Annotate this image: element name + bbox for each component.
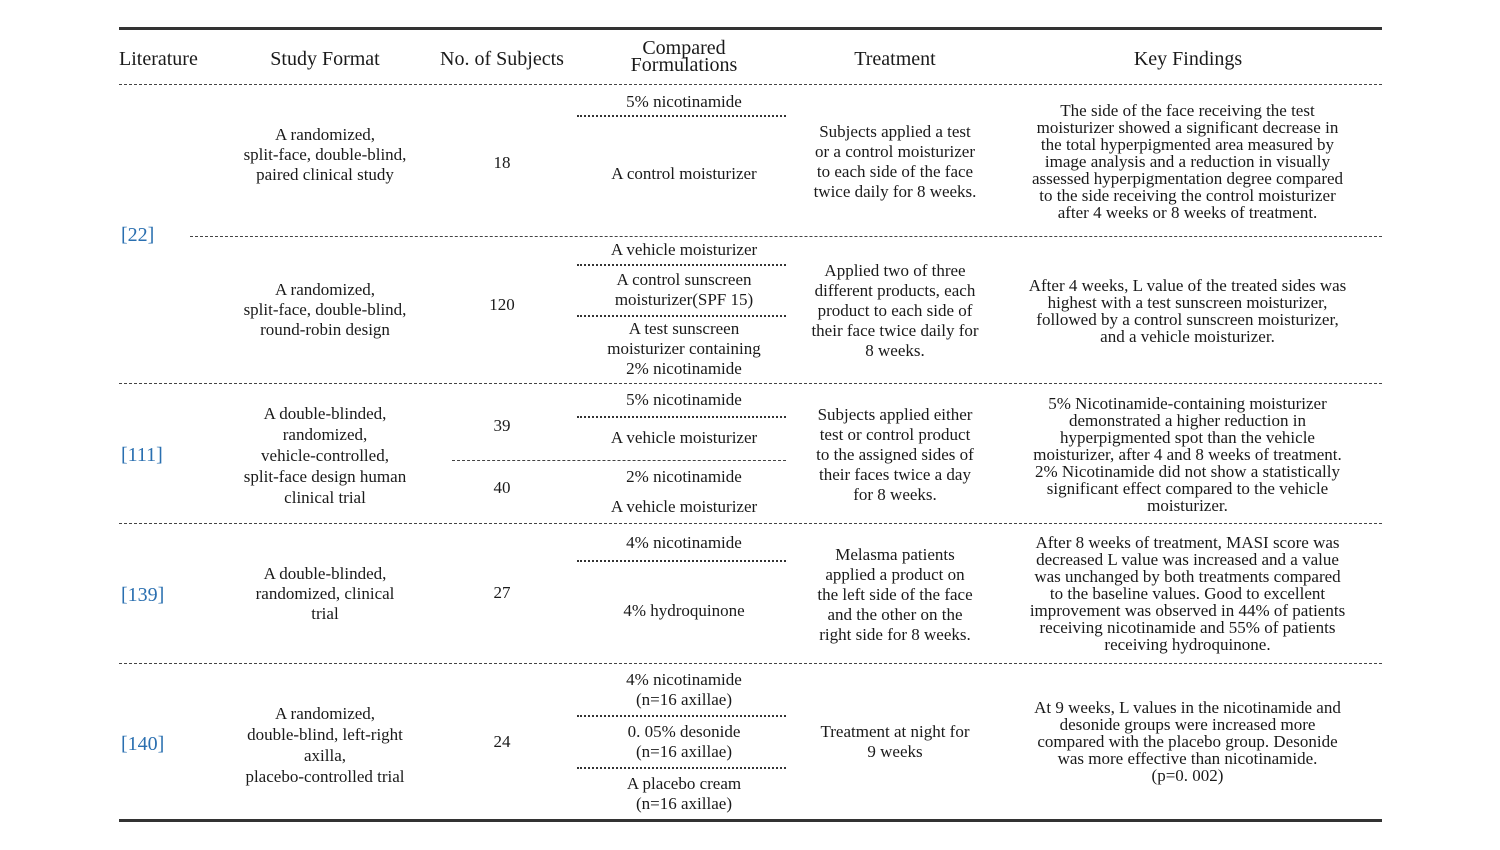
findings-line: the total hyperpigmented area measured by bbox=[1040, 135, 1335, 154]
findings-line: After 8 weeks of treatment, MASI score was bbox=[1035, 533, 1340, 552]
findings-line: image analysis and a reduction in visually bbox=[1044, 152, 1331, 171]
formulation-line: A test sunscreen bbox=[628, 319, 740, 338]
findings-line: 2% Nicotinamide did not show a statistically bbox=[1034, 462, 1340, 481]
findings-line: After 4 weeks, L value of the treated sides was bbox=[1028, 276, 1347, 295]
treatment-line: right side for 8 weeks. bbox=[819, 625, 971, 644]
findings-line: moisturizer. bbox=[1147, 496, 1228, 515]
findings-line: to the baseline values. Good to excellent bbox=[1049, 584, 1326, 603]
row-divider bbox=[119, 523, 1382, 524]
study-format-line: randomized, bbox=[282, 425, 368, 444]
treatment-line: 9 weeks bbox=[867, 742, 923, 761]
findings-line: assessed hyperpigmentation degree compared bbox=[1031, 169, 1344, 188]
formulation: A vehicle moisturizer bbox=[610, 497, 758, 516]
treatment-line: product to each side of bbox=[817, 301, 973, 320]
row-divider bbox=[119, 663, 1382, 664]
formulation-line: moisturizer containing bbox=[607, 339, 761, 358]
reference-link[interactable]: [139] bbox=[121, 584, 165, 606]
findings-line: significant effect compared to the vehicle bbox=[1046, 479, 1329, 498]
treatment-line: to each side of the face bbox=[816, 162, 974, 181]
findings-line: improvement was observed in 44% of patients bbox=[1029, 601, 1346, 620]
study-format-line: A randomized, bbox=[274, 704, 376, 723]
formulation bbox=[584, 670, 784, 710]
study-format-line: A randomized, bbox=[274, 125, 376, 144]
treatment-line: the left side of the face bbox=[817, 585, 973, 604]
findings-line: compared with the placebo group. Desonide bbox=[1037, 732, 1338, 751]
subject-count: 120 bbox=[489, 295, 515, 314]
row-111-subdivider bbox=[452, 460, 786, 461]
study-format bbox=[215, 703, 435, 787]
study-format bbox=[215, 403, 435, 508]
row-divider-22-inner bbox=[190, 236, 1382, 237]
formulation: A vehicle moisturizer bbox=[610, 428, 758, 447]
findings-line: followed by a control sunscreen moisturizer, bbox=[1036, 310, 1339, 329]
study-format bbox=[215, 280, 435, 340]
study-format bbox=[215, 564, 435, 624]
treatment bbox=[795, 545, 995, 645]
reference-link[interactable]: [111] bbox=[121, 444, 163, 466]
treatment-line: for 8 weeks. bbox=[853, 485, 937, 504]
formulation-line: (n=16 axillae) bbox=[636, 794, 732, 813]
study-format bbox=[215, 125, 435, 185]
formulation-separator bbox=[577, 767, 786, 769]
formulation-line: (n=16 axillae) bbox=[636, 690, 732, 709]
formulation bbox=[584, 774, 784, 814]
study-format-line: double-blind, left-right bbox=[247, 725, 403, 744]
table-top-rule bbox=[119, 27, 1382, 30]
formulation-separator bbox=[577, 715, 786, 717]
row-divider bbox=[119, 383, 1382, 384]
key-findings bbox=[1000, 534, 1375, 653]
formulation-line: (n=16 axillae) bbox=[636, 742, 732, 761]
study-format-line: clinical trial bbox=[284, 488, 366, 507]
study-format-line: paired clinical study bbox=[256, 165, 394, 184]
formulation-separator bbox=[577, 416, 786, 418]
header-key-findings: Key Findings bbox=[1133, 48, 1243, 70]
treatment-line: their faces twice a day bbox=[819, 465, 971, 484]
findings-line: demonstrated a higher reduction in bbox=[1069, 411, 1306, 430]
header-divider bbox=[119, 84, 1382, 85]
findings-line: 5% Nicotinamide-containing moisturizer bbox=[1048, 394, 1327, 413]
findings-line: hyperpigmented spot than the vehicle bbox=[1060, 428, 1315, 447]
treatment-line: Subjects applied a test bbox=[819, 122, 971, 141]
formulation-line: 2% nicotinamide bbox=[626, 359, 742, 378]
findings-line: moisturizer, after 4 and 8 weeks of treatment. bbox=[1033, 445, 1342, 464]
treatment-line: Treatment at night for bbox=[820, 722, 970, 741]
formulation-line: moisturizer(SPF 15) bbox=[614, 290, 754, 309]
study-format-line: axilla, bbox=[303, 746, 346, 765]
treatment-line: their face twice daily for bbox=[811, 321, 979, 340]
treatment-line: to the assigned sides of bbox=[816, 445, 974, 464]
table-bottom-rule bbox=[119, 819, 1382, 822]
findings-line: was more effective than nicotinamide. bbox=[1057, 749, 1318, 768]
treatment-line: 8 weeks. bbox=[865, 341, 925, 360]
treatment-line: Subjects applied either bbox=[817, 405, 973, 424]
study-format-line: placebo-controlled trial bbox=[245, 767, 405, 786]
findings-line: and a vehicle moisturizer. bbox=[1100, 327, 1275, 346]
formulation-separator bbox=[577, 264, 786, 266]
key-findings bbox=[1000, 699, 1375, 784]
subject-count: 27 bbox=[493, 583, 511, 602]
findings-line: The side of the face receiving the test bbox=[1060, 101, 1315, 120]
treatment-line: Melasma patients bbox=[835, 545, 955, 564]
treatment-line: test or control product bbox=[819, 425, 971, 444]
treatment-line: different products, each bbox=[814, 281, 976, 300]
subject-count: 18 bbox=[493, 153, 511, 172]
treatment-line: Applied two of three bbox=[824, 261, 966, 280]
study-format-line: A double-blinded, bbox=[263, 404, 387, 423]
findings-line: desonide groups were increased more bbox=[1059, 715, 1316, 734]
reference-link[interactable]: [140] bbox=[121, 733, 165, 755]
findings-line: moisturizer showed a significant decrease in bbox=[1036, 118, 1339, 137]
header-subjects: No. of Subjects bbox=[440, 48, 564, 70]
header-treatment: Treatment bbox=[854, 48, 936, 70]
formulation: 5% nicotinamide bbox=[626, 390, 742, 409]
subject-count: 39 bbox=[493, 416, 511, 435]
findings-line: was unchanged by both treatments compared bbox=[1034, 567, 1341, 586]
study-format-line: vehicle-controlled, bbox=[261, 446, 389, 465]
findings-line: decreased L value was increased and a value bbox=[1036, 550, 1339, 569]
study-format-line: A double-blinded, bbox=[263, 564, 387, 583]
reference-link[interactable]: [22] bbox=[121, 224, 155, 246]
study-format-line: A randomized, bbox=[274, 280, 376, 299]
formulation-line: A placebo cream bbox=[626, 774, 742, 793]
key-findings bbox=[1000, 395, 1375, 514]
formulation: A control moisturizer bbox=[611, 164, 757, 183]
treatment bbox=[795, 261, 995, 361]
treatment bbox=[795, 722, 995, 762]
study-format-line: split-face, double-blind, bbox=[243, 300, 407, 319]
treatment-line: twice daily for 8 weeks. bbox=[813, 182, 977, 201]
subject-count: 40 bbox=[493, 478, 511, 497]
formulation bbox=[584, 270, 784, 310]
study-format-line: split-face design human bbox=[243, 467, 407, 486]
findings-line: (p=0. 002) bbox=[1151, 766, 1224, 785]
findings-line: receiving nicotinamide and 55% of patients bbox=[1039, 618, 1336, 637]
findings-line: receiving hydroquinone. bbox=[1104, 635, 1271, 654]
formulation: 4% nicotinamide bbox=[626, 533, 742, 552]
formulation-separator bbox=[577, 315, 786, 317]
key-findings bbox=[1000, 277, 1375, 345]
formulation-line: 0. 05% desonide bbox=[627, 722, 741, 741]
header-study-format: Study Format bbox=[270, 48, 380, 70]
findings-line: highest with a test sunscreen moisturizer, bbox=[1047, 293, 1328, 312]
treatment bbox=[795, 122, 995, 202]
findings-line: to the side receiving the control moisturizer bbox=[1039, 186, 1336, 205]
formulation bbox=[584, 319, 784, 379]
treatment-line: applied a product on bbox=[825, 565, 965, 584]
study-format-line: split-face, double-blind, bbox=[243, 145, 407, 164]
header-literature: Literature bbox=[119, 48, 198, 70]
formulation-line: 4% nicotinamide bbox=[626, 670, 742, 689]
key-findings bbox=[1000, 102, 1375, 221]
subject-count: 24 bbox=[493, 732, 511, 751]
formulation: A vehicle moisturizer bbox=[610, 240, 758, 259]
header-compared-line: Compared bbox=[642, 37, 726, 59]
findings-line: after 4 weeks or 8 weeks of treatment. bbox=[1057, 203, 1318, 222]
formulation-separator bbox=[577, 560, 786, 562]
formulation: 5% nicotinamide bbox=[626, 92, 742, 111]
treatment bbox=[795, 405, 995, 505]
header-compared-line: Formulations bbox=[630, 54, 738, 76]
treatment-line: and the other on the bbox=[827, 605, 963, 624]
formulation-separator bbox=[577, 115, 786, 117]
header-compared-formulations bbox=[584, 37, 784, 76]
formulation: 2% nicotinamide bbox=[626, 467, 742, 486]
formulation-line: A control sunscreen bbox=[616, 270, 752, 289]
findings-line: At 9 weeks, L values in the nicotinamide and bbox=[1034, 698, 1341, 717]
study-format-line: trial bbox=[311, 604, 339, 623]
formulation: 4% hydroquinone bbox=[623, 601, 745, 620]
treatment-line: or a control moisturizer bbox=[814, 142, 976, 161]
study-format-line: round-robin design bbox=[260, 320, 390, 339]
formulation bbox=[584, 722, 784, 762]
study-format-line: randomized, clinical bbox=[255, 584, 395, 603]
